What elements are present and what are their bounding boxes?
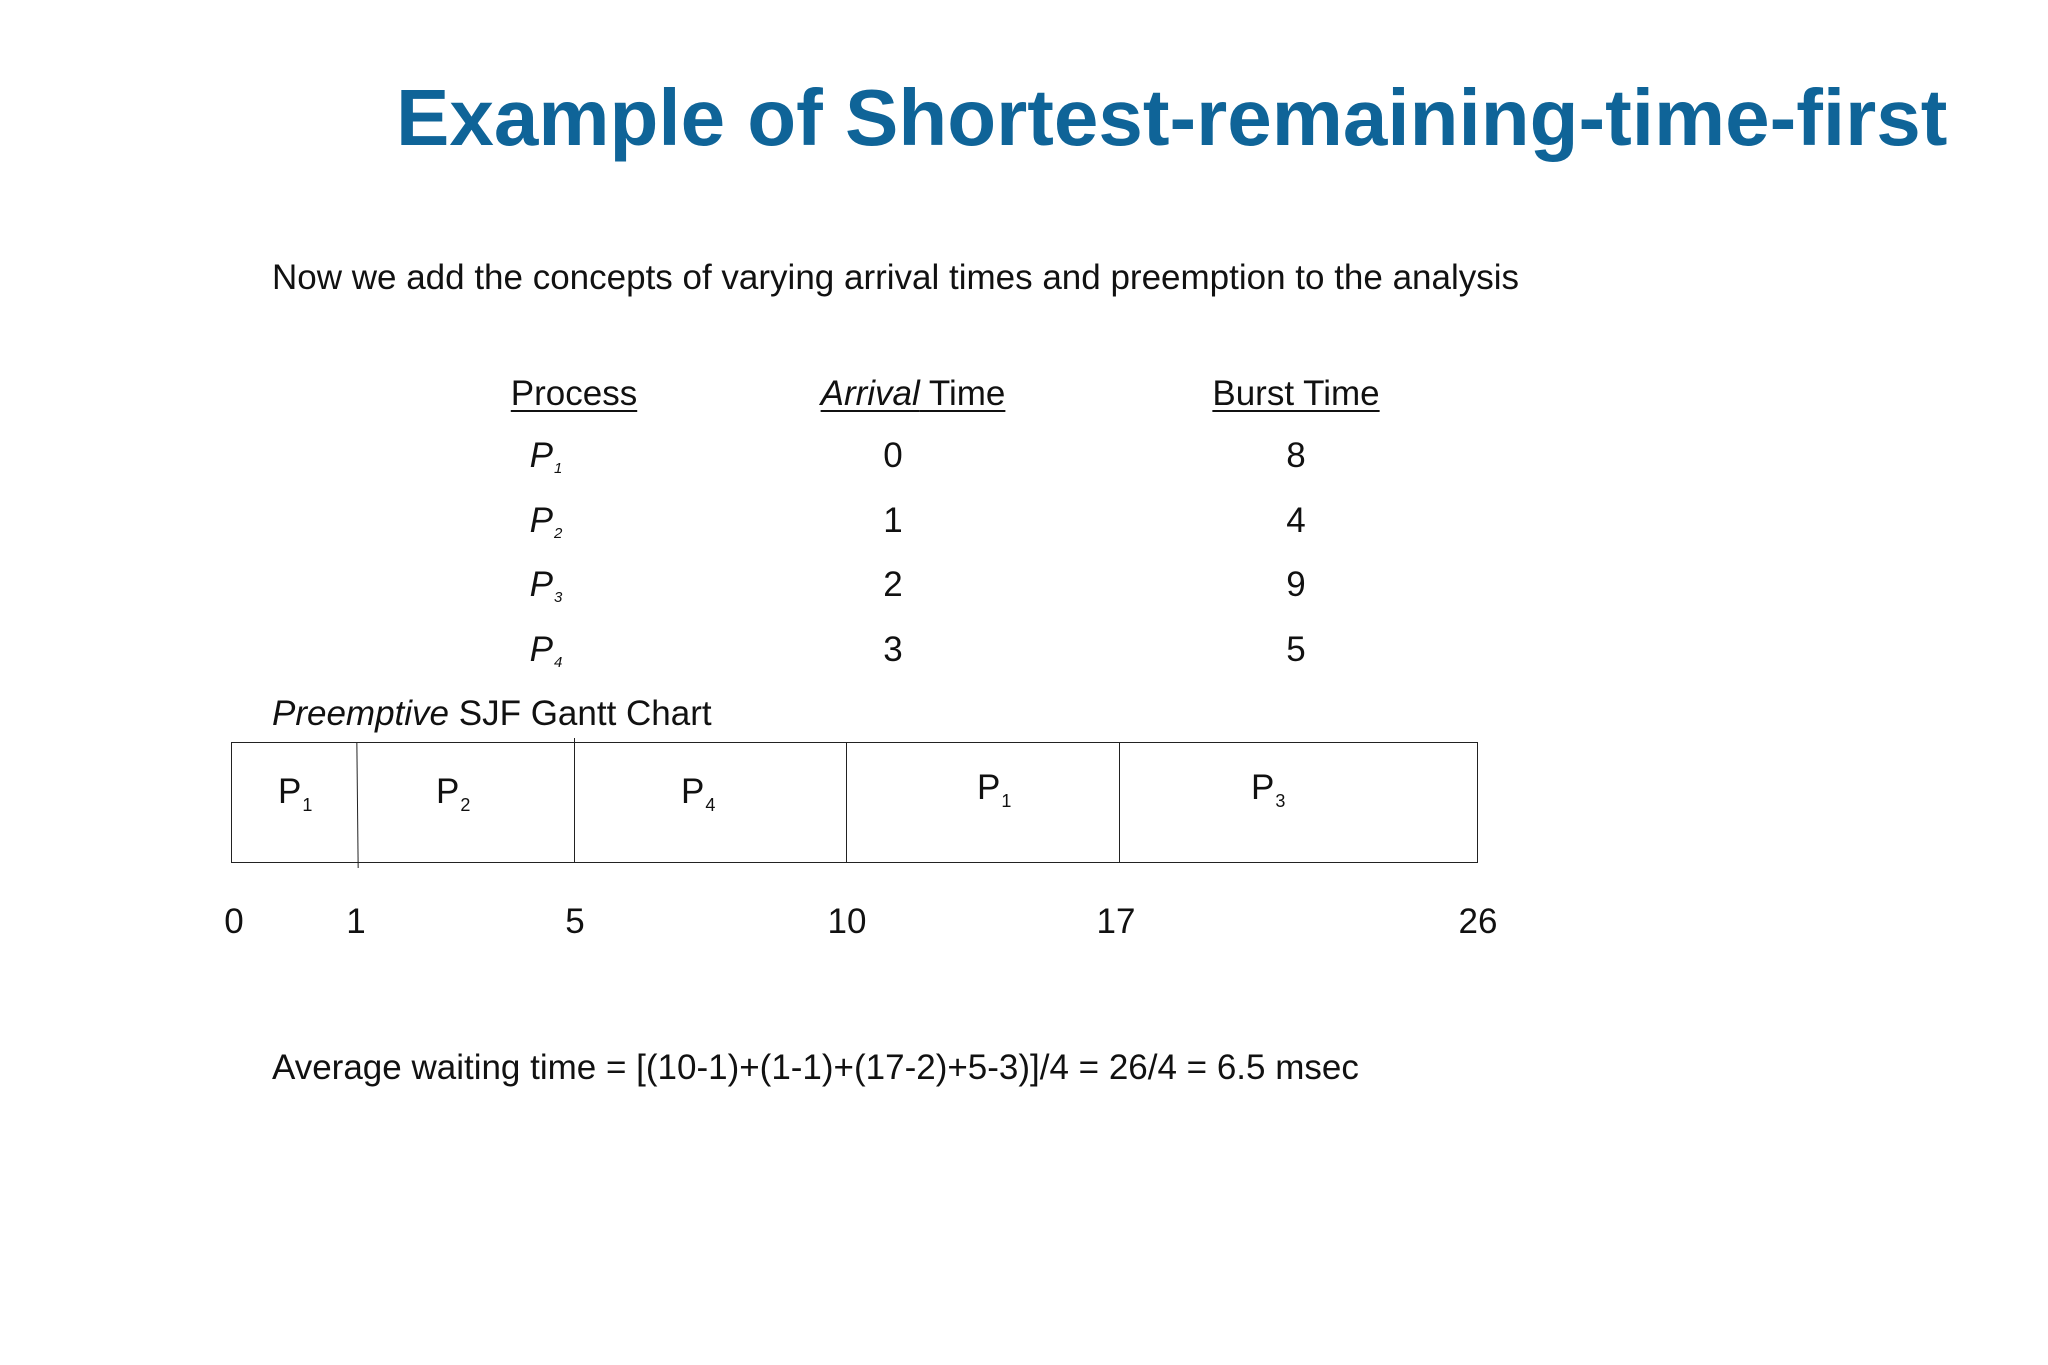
- segment-process-name: P: [436, 772, 460, 811]
- process-name: P: [529, 436, 554, 475]
- gantt-divider: [574, 738, 575, 863]
- process-name: P: [529, 501, 554, 540]
- segment-subscript: 1: [302, 795, 313, 815]
- gantt-divider: [846, 742, 847, 863]
- gantt-label-rest: SJF Gantt Chart: [449, 694, 712, 733]
- segment-subscript: 2: [460, 795, 471, 815]
- segment-subscript: 3: [1275, 791, 1286, 811]
- table-row-burst: 4: [1286, 501, 1306, 540]
- gantt-tick-label: 5: [565, 902, 585, 941]
- gantt-label-italic: Preemptive: [272, 694, 450, 733]
- process-name: P: [529, 565, 554, 604]
- gantt-segment-label: [436, 770, 470, 827]
- table-row-process: [530, 628, 563, 685]
- table-row-process: [530, 563, 563, 620]
- gantt-tick-label: 0: [224, 902, 244, 941]
- process-name: P: [529, 630, 554, 669]
- gantt-divider: [1119, 742, 1120, 863]
- gantt-segment-label: [977, 766, 1011, 823]
- gantt-segment-label: [681, 770, 715, 827]
- gantt-chart: [231, 742, 1478, 863]
- table-row-process: [530, 434, 563, 491]
- table-row-process: [530, 499, 563, 556]
- slide-title: Example of Shortest-remaining-time-first: [396, 73, 1948, 162]
- gantt-tick-label: 17: [1096, 902, 1136, 941]
- segment-subscript: 4: [705, 795, 716, 815]
- arrival-header-rest: Time: [919, 374, 1006, 413]
- segment-process-name: P: [977, 768, 1001, 807]
- burst-time-column-header: Burst Time: [1212, 374, 1380, 413]
- intro-text: Now we add the concepts of varying arrival times and preemption to the analysis: [272, 258, 1520, 297]
- gantt-tick-label: 1: [346, 902, 366, 941]
- table-row-arrival: 1: [883, 501, 903, 540]
- segment-subscript: 1: [1001, 791, 1012, 811]
- table-row-arrival: 2: [883, 565, 903, 604]
- table-row-arrival: 3: [883, 630, 903, 669]
- gantt-tick-label: 10: [827, 902, 867, 941]
- gantt-tick-label: 26: [1458, 902, 1498, 941]
- process-subscript: 3: [554, 589, 563, 606]
- gantt-chart-label: [272, 692, 712, 736]
- arrival-time-column-header: [821, 372, 1006, 416]
- gantt-segment-label: [278, 770, 312, 827]
- table-row-burst: 8: [1286, 436, 1306, 475]
- table-row-burst: 5: [1286, 630, 1306, 669]
- process-subscript: 2: [554, 525, 563, 542]
- table-row-arrival: 0: [883, 436, 903, 475]
- table-row-burst: 9: [1286, 565, 1306, 604]
- gantt-segment-label: [1251, 766, 1285, 823]
- average-waiting-time: Average waiting time = [(10-1)+(1-1)+(17-2)+5-3)]/4 = 26/4 = 6.5 msec: [272, 1048, 1359, 1087]
- segment-process-name: P: [681, 772, 705, 811]
- segment-process-name: P: [1251, 768, 1275, 807]
- segment-process-name: P: [278, 772, 302, 811]
- arrival-header-italic: Arrival: [820, 374, 920, 413]
- process-subscript: 4: [554, 654, 563, 671]
- process-subscript: 1: [554, 460, 563, 477]
- process-column-header: Process: [510, 374, 638, 413]
